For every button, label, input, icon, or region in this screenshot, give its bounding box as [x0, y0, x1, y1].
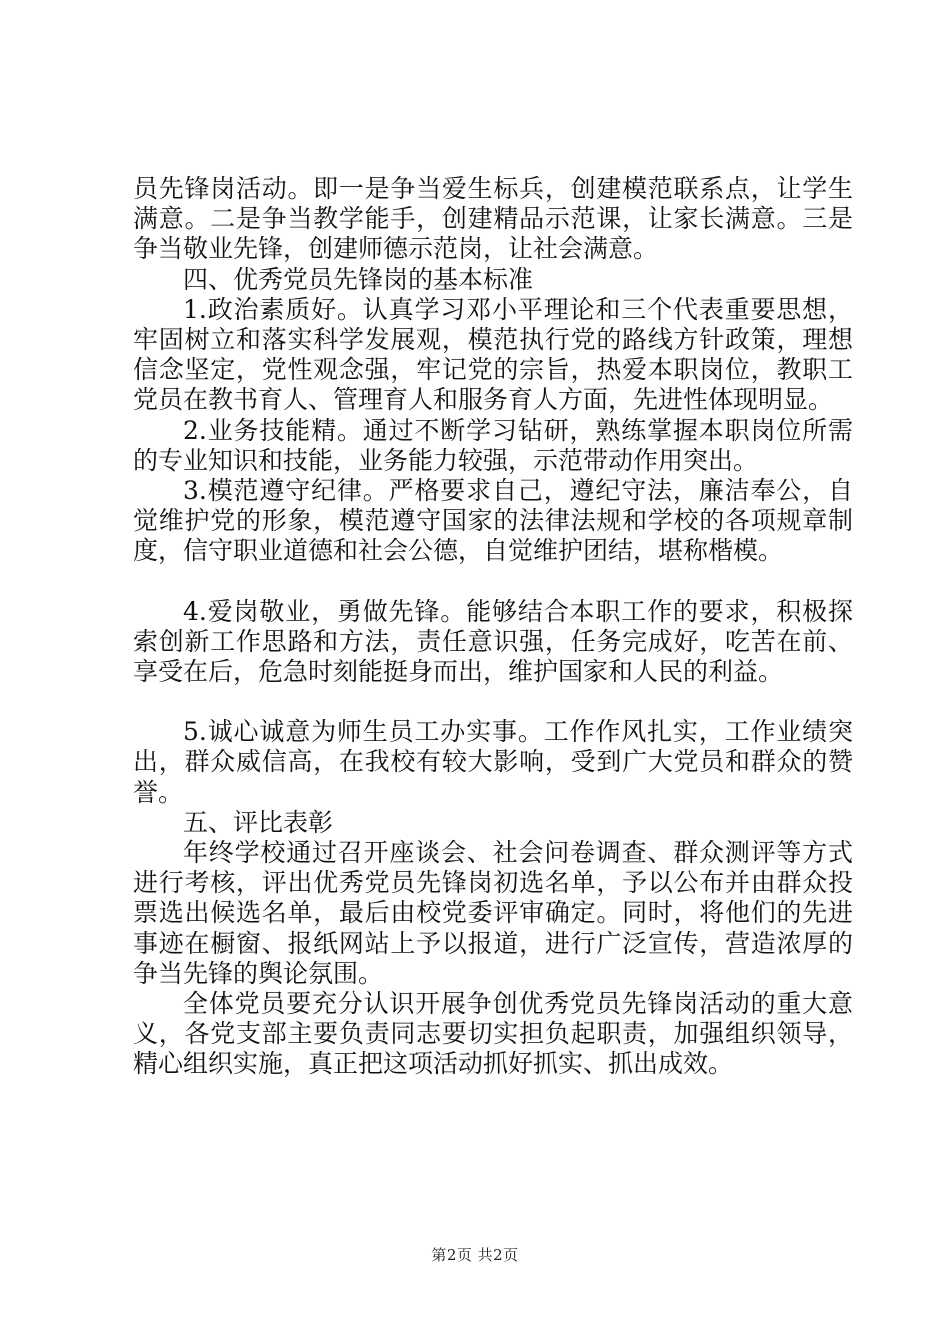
- standard-item-5: 5.诚心诚意为师生员工办实事。工作作风扎实，工作业绩突出，群众威信高，在我校有较大影响，受到广大党员和群众的赞誉。: [133, 717, 853, 807]
- standard-item-1: 1.政治素质好。认真学习邓小平理论和三个代表重要思想，牢固树立和落实科学发展观，模范执行党的路线方针政策，理想信念坚定，党性观念强，牢记党的宗旨，热爱本职岗位，教职工党员在教书育人、管理育人和服务育人方面，先进性体现明显。: [133, 294, 853, 415]
- awards-paragraph: 年终学校通过召开座谈会、社会问卷调查、群众测评等方式进行考核，评出优秀党员先锋岗初选名单，予以公布并由群众投票选出候选名单，最后由校党委评审确定。同时，将他们的先进事迹在橱窗、报纸网站上予以报道，进行广泛宣传，营造浓厚的争当先锋的舆论氛围。: [133, 838, 853, 988]
- page-number-footer: 第2页 共2页: [431, 1246, 519, 1264]
- section-heading-awards: 五、评比表彰: [183, 807, 334, 837]
- paragraph-continuation: 员先锋岗活动。即一是争当爱生标兵，创建模范联系点，让学生满意。二是争当教学能手，创建精品示范课，让家长满意。三是争当敬业先锋，创建师德示范岗，让社会满意。: [133, 174, 853, 264]
- standard-item-3: 3.模范遵守纪律。严格要求自己，遵纪守法，廉洁奉公，自觉维护党的形象，模范遵守国家的法律法规和学校的各项规章制度，信守职业道德和社会公德，自觉维护团结，堪称楷模。: [133, 476, 853, 566]
- closing-paragraph: 全体党员要充分认识开展争创优秀党员先锋岗活动的重大意义，各党支部主要负责同志要切实担负起职责，加强组织领导，精心组织实施，真正把这项活动抓好抓实、抓出成效。: [133, 989, 853, 1079]
- section-heading-standards: 四、优秀党员先锋岗的基本标准: [183, 264, 534, 294]
- standard-item-4: 4.爱岗敬业，勇做先锋。能够结合本职工作的要求，积极探索创新工作思路和方法，责任意识强，任务完成好，吃苦在前、享受在后，危急时刻能挺身而出，维护国家和人民的利益。: [133, 596, 853, 687]
- document-body: [133, 174, 853, 1080]
- standard-item-2: 2.业务技能精。通过不断学习钻研，熟练掌握本职岗位所需的专业知识和技能，业务能力较强，示范带动作用突出。: [133, 415, 853, 475]
